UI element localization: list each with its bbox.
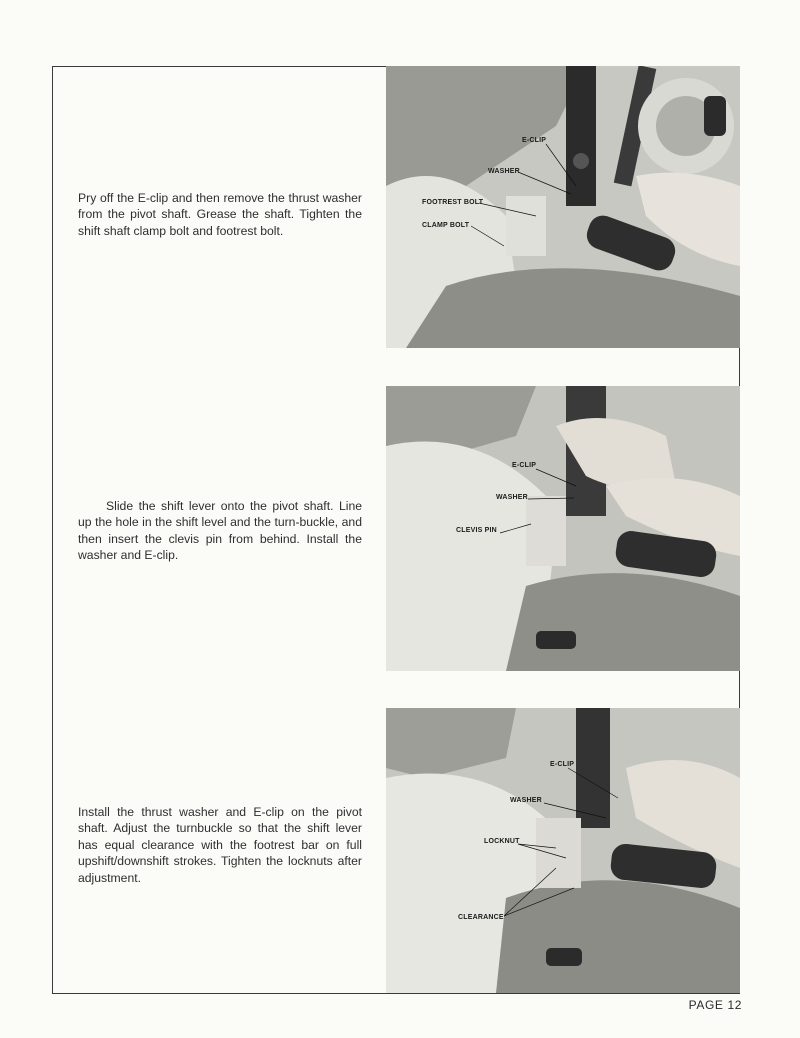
step-1-illustration [386,66,740,348]
step-1-photo [386,66,740,348]
callout-clamp-bolt: CLAMP BOLT [422,222,470,229]
step-2-photo [386,386,740,671]
callout-washer: WASHER [488,168,520,175]
step-1-text: Pry off the E-clip and then remove the thrust washer from the pivot shaft. Grease the shaft. Tighten the shift shaft clamp bolt and footrest bolt. [78,191,362,238]
callout-e-clip: E-CLIP [512,462,537,469]
step-3-text: Install the thrust washer and E-clip on the pivot shaft. Adjust the turnbuckle so that the shift lever has equal clearance with the footrest bar on full upshift/downshift strokes. Tighten the locknuts after adjustment. [78,805,362,885]
callout-e-clip: E-CLIP [522,137,547,144]
step-2-text: Slide the shift lever onto the pivot shaft. Line up the hole in the shift level and the turn-buckle, and then insert the clevis pin from behind. Install the washer and E-clip. [78,499,362,563]
callout-clearance: CLEARANCE [458,914,504,921]
callout-washer: WASHER [496,494,528,501]
callout-clevis-pin: CLEVIS PIN [456,527,497,534]
callout-locknut: LOCKNUT [484,838,520,845]
callout-footrest-bolt: FOOTREST BOLT [422,199,484,206]
step-3-illustration [386,708,740,993]
step-3-photo [386,708,740,993]
callout-e-clip: E-CLIP [550,761,575,768]
callout-washer: WASHER [510,797,542,804]
page-number: PAGE 12 [688,998,742,1012]
step-2-illustration [386,386,740,671]
